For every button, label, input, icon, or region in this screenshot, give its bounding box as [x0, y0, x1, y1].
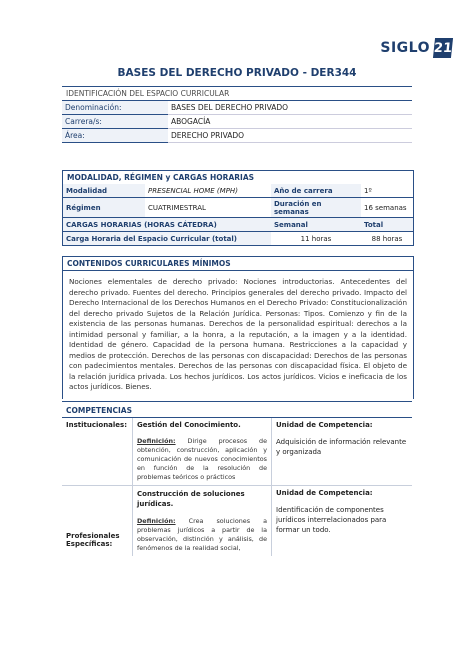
unidad-label-2: Unidad de Competencia:	[276, 489, 373, 497]
duracion-label: Duración en semanas	[271, 198, 361, 218]
institucional-unidad	[272, 418, 413, 486]
modalidad-table	[63, 184, 413, 245]
table-row	[63, 218, 413, 232]
area-label: Área:	[62, 129, 168, 143]
denominacion-label: Denominación:	[62, 101, 168, 115]
regimen-value: CUATRIMESTRAL	[145, 198, 271, 218]
prof-def-text: Crea soluciones a problemas jurídicos a partir de la observación, distinción y análisis, de fenómenos de la realidad social,	[137, 517, 267, 552]
total-value: 88 horas	[371, 234, 403, 243]
modalidad-label: Modalidad	[63, 184, 145, 198]
competencias-section	[62, 403, 412, 556]
competencias-table	[62, 418, 412, 556]
inst-title: Gestión del Conocimiento.	[137, 421, 241, 429]
total-label: Total	[361, 218, 413, 232]
prof-title: Construcción de soluciones jurídicas.	[137, 490, 245, 508]
anio-value: 1º	[361, 184, 413, 198]
table-row	[62, 418, 412, 486]
unidad-text-2: Identificación de componentes jurídicos interrelacionados para formar un todo.	[276, 506, 387, 534]
contenidos-text: Nociones elementales de derecho privado: Nociones introductorias. Antecedentes del derecho privado. Fuentes del derecho. Principios generales del derecho privado. Impacto del Derecho Internacional de los Derechos Humanos en el Derecho Privado: Constitucionalización del derecho privado Sujetos de la Relación Jurídica. Personas: Tipos. Comienzo y fin de la existencia de las personas humanas. Derechos de la personalidad espiritual: derechos a la intimidad personal y familiar, a la honra, a la reputación, a la imagen y a la identidad. Identidad de género. Capacidad de la persona humana. Restricciones a la capacidad y medios de protección. Derechos de las personas con discapacidad: Derechos de las personas con padecimientos mentales. Derechos de las personas con discapacidad física. El objeto de la relación jurídica privada. Los hechos jurídicos. Los actos jurídicos. Vicios e ineficacia de los actos jurídicos. Bienes.	[69, 277, 407, 391]
anio-label: Año de carrera	[271, 184, 361, 198]
document-title: BASES DEL DERECHO PRIVADO - DER344	[117, 67, 357, 79]
table-row	[63, 184, 413, 198]
unidad-label-1: Unidad de Competencia:	[276, 421, 373, 429]
regimen-label: Régimen	[63, 198, 145, 218]
prof-def-label: Definición:	[137, 517, 176, 525]
carrera-label: Carrera/s:	[62, 115, 168, 129]
identificacion-table	[62, 101, 412, 143]
institucionales-label: Institucionales:	[66, 421, 128, 429]
table-row	[62, 115, 412, 129]
table-row	[62, 129, 412, 143]
identificacion-heading: IDENTIFICACIÓN DEL ESPACIO CURRICULAR	[62, 87, 412, 101]
competencias-heading: COMPETENCIAS	[62, 403, 412, 418]
table-row	[63, 232, 413, 246]
table-row	[62, 486, 412, 557]
profesional-unidad	[272, 486, 413, 557]
modalidad-heading: MODALIDAD, RÉGIMEN y CARGAS HORARIAS	[67, 173, 255, 182]
table-row	[63, 198, 413, 218]
prof-definition	[137, 517, 267, 553]
inst-def-text: Dirige procesos de obtención, construcción, aplicación y comunicación de nuevos conocimientos en función de la resolución de problemas teóricos o prácticos	[137, 437, 267, 481]
contenidos-heading: CONTENIDOS CURRICULARES MÍNIMOS	[63, 257, 413, 271]
duracion-value: 16 semanas	[361, 198, 413, 218]
modalidad-section	[62, 170, 414, 246]
contenidos-section	[62, 256, 414, 399]
denominacion-value: BASES DEL DERECHO PRIVADO	[168, 101, 412, 115]
profesionales-label: Profesionales Específicas:	[66, 531, 120, 548]
profesional-competencia	[133, 486, 272, 557]
table-row	[62, 101, 412, 115]
modalidad-value: PRESENCIAL HOME (MPH)	[145, 184, 271, 198]
contenidos-bottom-rule	[62, 401, 412, 402]
logo-brand-text: SIGLO	[380, 40, 430, 56]
institucional-competencia	[133, 418, 272, 486]
cargas-label: CARGAS HORARIAS (HORAS CÁTEDRA)	[63, 218, 271, 232]
inst-def-label: Definición:	[137, 437, 176, 445]
siglo21-logo	[380, 36, 452, 60]
carrera-value: ABOGACÍA	[168, 115, 412, 129]
unidad-text-1: Adquisición de información relevante y organizada	[276, 438, 407, 456]
logo-mark: 21	[433, 38, 453, 58]
carga-total-label: Carga Horaria del Espacio Curricular (total)	[63, 232, 271, 246]
area-value: DERECHO PRIVADO	[168, 129, 412, 143]
inst-definition	[137, 437, 267, 482]
semanal-label: Semanal	[271, 218, 361, 232]
identificacion-section	[62, 86, 412, 143]
semanal-value: 11 horas	[300, 234, 332, 243]
